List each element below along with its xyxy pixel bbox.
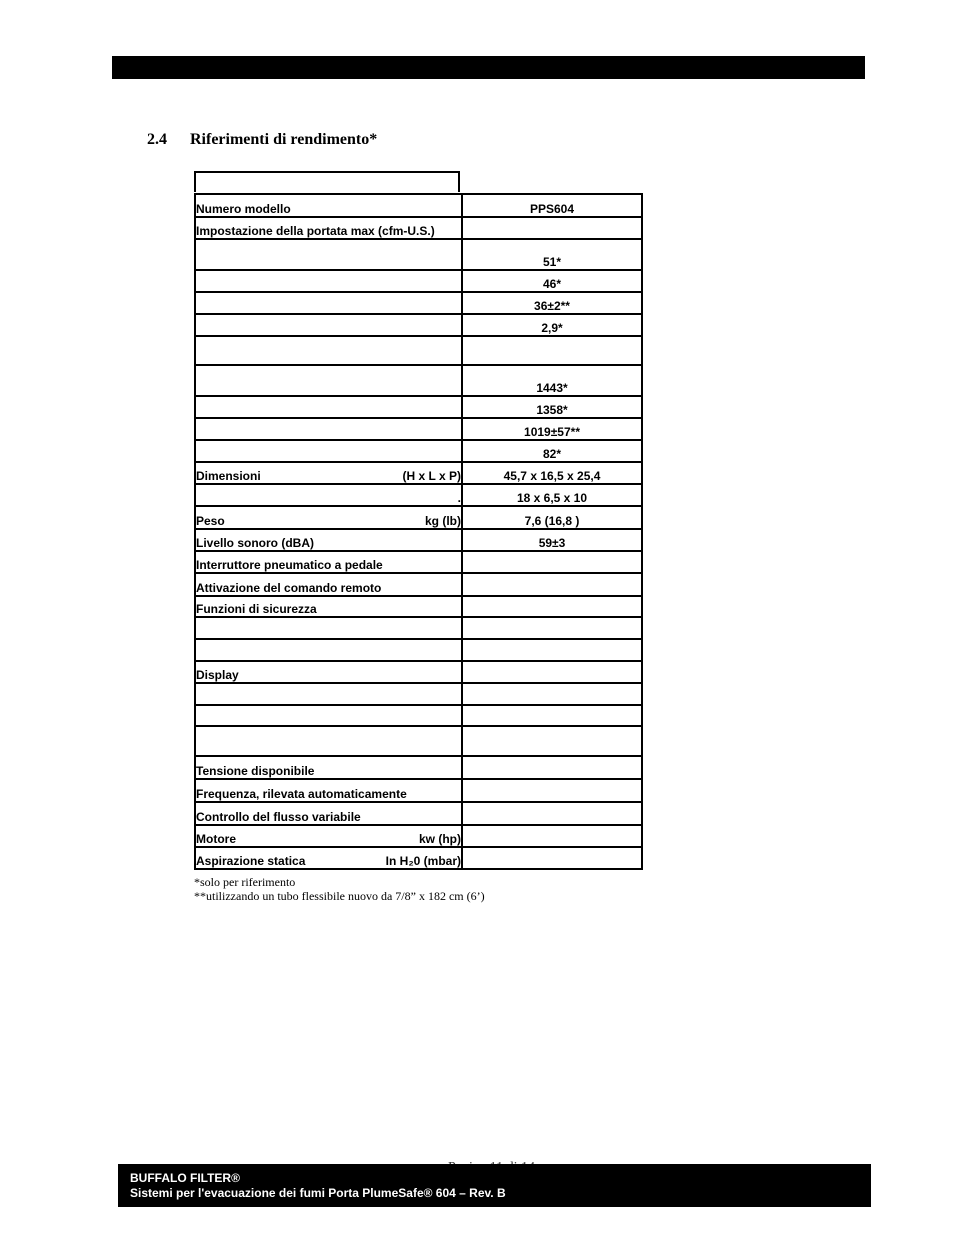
row-value: 82* [462,440,642,462]
table-row [195,705,642,726]
row-label-cell [195,661,462,683]
table-row [195,529,642,551]
row-label: Motore [196,832,236,846]
table-row [195,639,642,661]
table-row [195,396,642,418]
table-row [195,217,642,239]
table-row [195,418,642,440]
table-row [195,779,642,802]
table-row [195,726,642,756]
table-row [195,661,642,683]
row-unit: (H x L x P) [402,469,461,483]
table-row [195,484,642,506]
row-label-cell [195,336,462,365]
footnotes [194,875,485,903]
row-label: Numero modello [196,202,291,216]
row-label: Funzioni di sicurezza [196,602,317,616]
table-row [195,314,642,336]
row-label: Livello sonoro (dBA) [196,536,314,550]
table-row [195,756,642,779]
footer-bar [118,1164,871,1207]
row-label-cell [195,726,462,756]
table-header-cell [194,171,460,192]
row-label-cell [195,756,462,779]
row-label: Impostazione della portata max (cfm-U.S.) [196,224,435,238]
row-label-cell [195,314,462,336]
row-label-cell [195,194,462,217]
row-label-cell [195,825,462,847]
row-label: Attivazione del comando remoto [196,581,382,595]
row-label-cell [195,506,462,529]
row-label: Aspirazione statica [196,854,306,868]
section-number: 2.4 [147,131,167,148]
footnote-reference: *solo per riferimento [194,875,296,889]
row-value: 1443* [462,365,642,396]
row-label-cell [195,779,462,802]
row-label-cell [195,705,462,726]
row-label-cell [195,270,462,292]
row-unit: . [457,491,461,505]
row-label: Controllo del flusso variabile [196,810,361,824]
row-value [462,217,642,239]
row-label-cell [195,462,462,484]
section-title: Riferimenti di rendimento* [190,131,378,148]
row-label: Peso [196,514,225,528]
row-label: Tensione disponibile [196,764,315,778]
row-value [462,661,642,683]
table-row [195,825,642,847]
table-row [195,683,642,705]
row-label-cell [195,847,462,869]
row-value: 1358* [462,396,642,418]
performance-table [194,193,643,870]
footnote-hose: **utilizzando un tubo flessibile nuovo da 7/8” x 182 cm (6’) [194,889,485,903]
row-label-cell [195,396,462,418]
row-label-cell [195,802,462,825]
row-value [462,573,642,596]
row-unit: kw (hp) [419,832,461,846]
row-value: 18 x 6,5 x 10 [462,484,642,506]
row-label-cell [195,365,462,396]
row-label-cell [195,617,462,639]
section-heading [147,131,377,149]
row-value [462,639,642,661]
header-bar [112,56,865,79]
row-value: 51* [462,239,642,270]
table-row [195,365,642,396]
table-row [195,292,642,314]
table-row [195,573,642,596]
row-value [462,779,642,802]
row-label: Interruttore pneumatico a pedale [196,558,383,572]
table-row [195,336,642,365]
table-row [195,440,642,462]
footer-company: BUFFALO FILTER® [130,1171,240,1185]
row-value: 36±2** [462,292,642,314]
row-value [462,336,642,365]
row-unit: kg (lb) [425,514,461,528]
row-label: Frequenza, rilevata automaticamente [196,787,407,801]
row-value [462,705,642,726]
table-row [195,194,642,217]
row-value [462,802,642,825]
row-value: 45,7 x 16,5 x 25,4 [462,462,642,484]
row-value: 46* [462,270,642,292]
table-row [195,802,642,825]
row-value: PPS604 [462,194,642,217]
row-value [462,726,642,756]
row-label-cell [195,418,462,440]
row-label-cell [195,292,462,314]
row-label-cell [195,639,462,661]
table-row [195,462,642,484]
table-row [195,270,642,292]
row-label: Display [196,668,239,682]
row-label-cell [195,239,462,270]
row-label: Dimensioni [196,469,261,483]
row-value: 59±3 [462,529,642,551]
row-label-cell [195,217,462,239]
row-label-cell [195,529,462,551]
table-row [195,617,642,639]
row-unit: In H₂0 (mbar) [385,854,461,868]
row-value: 1019±57** [462,418,642,440]
row-value: 2,9* [462,314,642,336]
table-row [195,239,642,270]
row-value [462,596,642,617]
table-row [195,506,642,529]
row-label-cell [195,596,462,617]
footer-document-title: Sistemi per l'evacuazione dei fumi Porta PlumeSafe® 604 – Rev. B [130,1186,506,1200]
row-label-cell [195,573,462,596]
row-label-cell [195,484,462,506]
row-label-cell [195,683,462,705]
row-value [462,683,642,705]
row-label-cell [195,551,462,573]
row-label-cell [195,440,462,462]
table-row [195,551,642,573]
row-value: 7,6 (16,8 ) [462,506,642,529]
table-row [195,596,642,617]
row-value [462,756,642,779]
row-value [462,847,642,869]
row-value [462,617,642,639]
table-row [195,847,642,869]
row-value [462,551,642,573]
row-value [462,825,642,847]
